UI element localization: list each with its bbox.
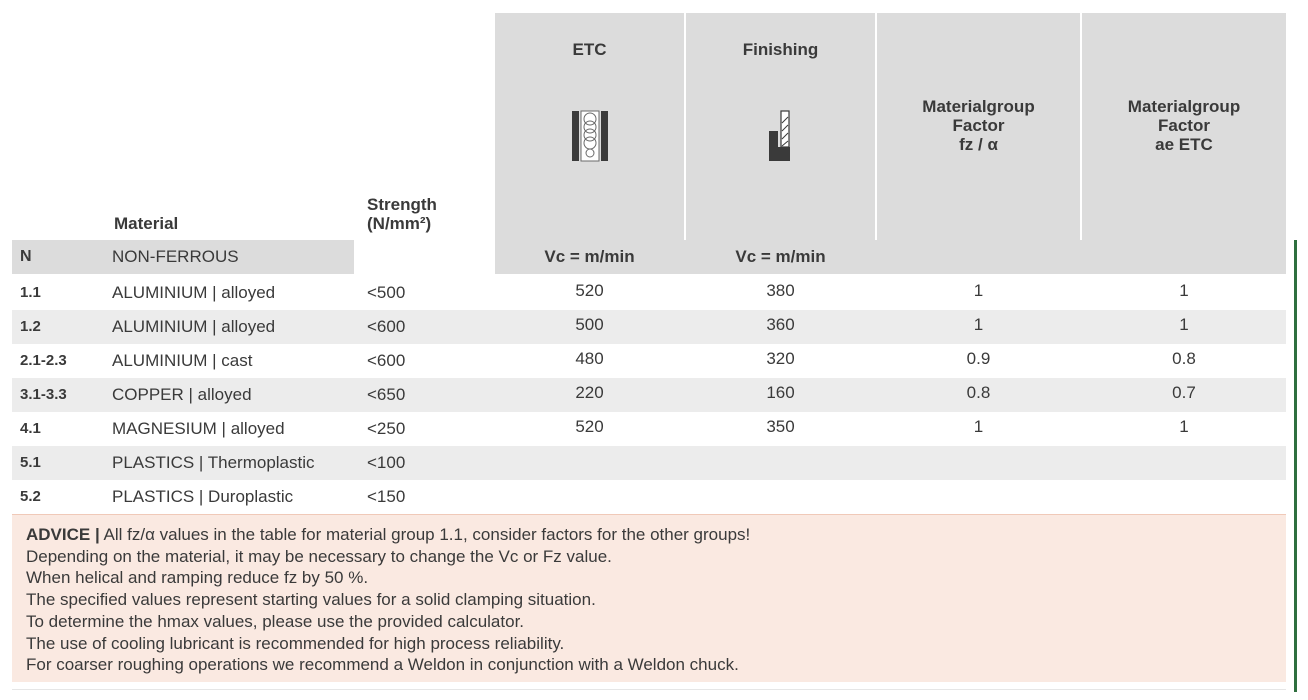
- material-code: 5.1: [20, 454, 41, 471]
- factor-fz-line3: fz / α: [959, 135, 998, 154]
- finishing-vc: 360: [766, 315, 795, 334]
- material-strength: <600: [367, 317, 406, 336]
- advice-separator: |: [94, 525, 100, 544]
- material-code: 1.2: [20, 318, 41, 335]
- factor-ae-line3: ae ETC: [1155, 135, 1213, 154]
- finishing-unit: Vc = m/min: [735, 247, 826, 266]
- advice-line-7: For coarser roughing operations we recommend a Weldon in conjunction with a Weldon chuck.: [26, 655, 739, 675]
- material-name: ALUMINIUM | cast: [112, 351, 253, 370]
- strength-column-label: [367, 195, 437, 233]
- material-strength: <100: [367, 453, 406, 472]
- factor-fz: 1: [973, 315, 984, 334]
- etc-vc: 480: [575, 349, 604, 368]
- bottom-divider: [12, 689, 1286, 690]
- table-row: [12, 480, 1286, 514]
- advice-line-6: The use of cooling lubricant is recommended for high process reliability.: [26, 633, 565, 653]
- finishing-header: [686, 13, 875, 240]
- material-column-label: Material: [114, 214, 179, 233]
- factor-fz: 0.8: [966, 383, 991, 402]
- material-code: 1.1: [20, 284, 41, 301]
- finishing-vc: 380: [766, 281, 795, 300]
- material-code: 5.2: [20, 488, 41, 505]
- factor-ae: 0.8: [1172, 349, 1196, 368]
- table-row: [12, 344, 1286, 378]
- etc-vc: 520: [575, 417, 604, 436]
- material-name: PLASTICS | Thermoplastic: [112, 453, 315, 472]
- advice-line-2: Depending on the material, it may be necessary to change the Vc or Fz value.: [26, 546, 612, 566]
- material-code: 2.1-2.3: [20, 352, 67, 369]
- etc-vc: 520: [575, 281, 604, 300]
- group-code: N: [20, 248, 32, 265]
- table-row: [12, 310, 1286, 344]
- etc-vc: 500: [575, 315, 604, 334]
- material-name: COPPER | alloyed: [112, 385, 252, 404]
- table-row: [12, 276, 1286, 310]
- factor-fz-header: [877, 13, 1080, 240]
- material-strength: <600: [367, 351, 406, 370]
- factor-ae: 0.7: [1172, 383, 1196, 402]
- factor-ae-line1: Materialgroup: [1127, 97, 1241, 116]
- etc-trochoidal-milling-icon: [571, 109, 609, 163]
- etc-title: ETC: [572, 40, 607, 59]
- advice-line-4: The specified values represent starting values for a solid clamping situation.: [26, 590, 596, 610]
- advice-line-5: To determine the hmax values, please use the provided calculator.: [26, 611, 525, 631]
- factor-ae: 1: [1179, 417, 1189, 436]
- factor-ae: 1: [1179, 315, 1189, 334]
- factor-fz: 1: [973, 417, 984, 436]
- material-strength: <250: [367, 419, 406, 438]
- etc-unit: Vc = m/min: [544, 247, 635, 266]
- factor-ae-line2: Factor: [1158, 116, 1210, 135]
- material-name: MAGNESIUM | alloyed: [112, 419, 285, 438]
- finishing-vc: 320: [766, 349, 795, 368]
- table-row: [12, 412, 1286, 446]
- finishing-vc: 160: [766, 383, 795, 402]
- material-strength: <500: [367, 283, 406, 302]
- strength-label-line1: Strength: [367, 195, 437, 214]
- material-strength: <650: [367, 385, 406, 404]
- factor-ae: 1: [1179, 281, 1189, 300]
- finishing-title: Finishing: [742, 40, 819, 59]
- etc-header: [495, 13, 684, 240]
- strength-label-line2: (N/mm²): [367, 214, 432, 233]
- table-row: [12, 378, 1286, 412]
- table-row: [12, 446, 1286, 480]
- factor-fz-line2: Factor: [952, 116, 1005, 135]
- finishing-endmill-icon: [768, 109, 794, 163]
- factor-fz: 0.9: [966, 349, 991, 368]
- material-code: 4.1: [20, 420, 41, 437]
- advice-line-1: [26, 524, 1286, 546]
- advice-text-1: All fz/α values in the table for material group 1.1, consider factors for the other groups!: [103, 525, 751, 544]
- material-name: PLASTICS | Duroplastic: [112, 487, 294, 506]
- material-name: ALUMINIUM | alloyed: [112, 317, 276, 336]
- material-strength: <150: [367, 487, 406, 506]
- material-name: ALUMINIUM | alloyed: [112, 283, 276, 302]
- group-name: NON-FERROUS: [112, 247, 239, 266]
- accent-bar: [1294, 240, 1297, 692]
- factor-fz: 1: [973, 281, 984, 300]
- group-row: [12, 240, 1286, 274]
- etc-vc: 220: [575, 383, 604, 402]
- advice-title: ADVICE: [26, 525, 91, 544]
- finishing-vc: 350: [766, 417, 795, 436]
- advice-line-3: When helical and ramping reduce fz by 50 %.: [26, 568, 369, 588]
- factor-fz-line1: Materialgroup: [922, 97, 1035, 116]
- advice-box: [12, 514, 1286, 682]
- material-code: 3.1-3.3: [20, 386, 67, 403]
- factor-ae-header: [1082, 13, 1286, 240]
